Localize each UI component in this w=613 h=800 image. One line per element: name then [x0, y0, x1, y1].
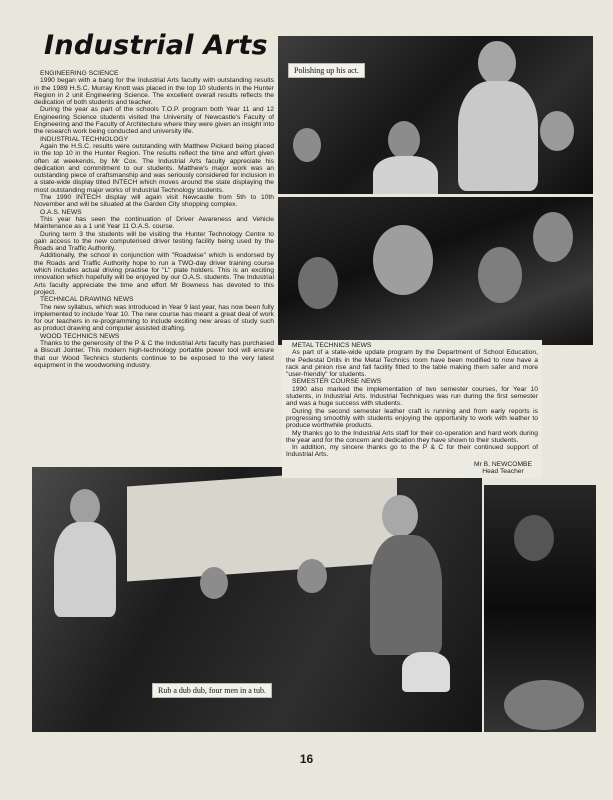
article-right-block [282, 340, 542, 478]
paragraph: This year has seen the continuation of Driver Awareness and Vehicle Maintenance as a 1 unit Year 11 O.A.S. course. [34, 215, 274, 231]
paragraph: Additionally, the school in conjunction with "Roadwise" which is endorsed by the Roads and Traffic Authority hope to run a TWO-day driver training course which includes actual driving practise for "L" plate holders. This is an exciting innovation which hopefully will be enjoyed by our O.A.S. students. The Industrial Arts faculty appreciate the time and effort Mr Bowness has devoted to this project. [34, 252, 274, 296]
paragraph: 1990 also marked the implementation of two semester courses, for Year 10 students, in Industrial Arts. Industrial Techniques was run during the first semester and was a huge success with students. [286, 385, 538, 408]
paragraph: In addition, my sincere thanks go to the P & C for their continued support of Industrial Arts. [286, 444, 538, 459]
heading-oas-news: O.A.S. NEWS [40, 208, 82, 216]
heading-engineering: ENGINEERING SCIENCE [40, 70, 119, 77]
heading-wood-technics: WOOD TECHNICS NEWS [40, 332, 120, 340]
article-left-column [34, 70, 274, 369]
paragraph: During the year as part of the schools T.O.P. program both Year 11 and 12 Engineering Science students visited the University of Newcastle's Faculty of Engineering and the Faculty of Architecture where they were given an insight into the research work being conducted and university life. [34, 106, 274, 136]
photo-caption-bottom: Rub a dub dub, four men in a tub. [152, 683, 272, 698]
page-title: Industrial Arts [44, 30, 268, 61]
photo-students [278, 197, 593, 345]
signature-block [286, 461, 538, 476]
paragraph: The 1990 INTECH display will again visit Newcastle from 5th to 10th November and will be situated at the Garden City shopping complex. [34, 194, 274, 209]
paragraph: During the second semester leather craft is running and from early reports is progressing smoothly with students enjoying the opportunity to work with leather to produce worthwhile products. [286, 407, 538, 430]
page-number: 16 [299, 752, 314, 766]
heading-metal-technics: METAL TECHNICS NEWS [292, 342, 372, 349]
paragraph: As part of a state-wide update program by the Department of School Education, the Pedestal Drills in the Metal Technics room have been modified to now have a rack and pinion rise and fall facility fitted to the table making them safer and more "user-friendly" for students. [286, 349, 538, 379]
paragraph: Thanks to the generosity of the P & C the Industrial Arts faculty has purchased a Biscuit Jointer. This modern high-technology portable power tool will ensure that our Wood Technics students continue to be exposed to the very latest equipment in the woodworking industry. [34, 339, 274, 369]
heading-industrial-technology: INDUSTRIAL TECHNOLOGY [40, 135, 129, 143]
paragraph: My thanks go to the Industrial Arts staff for their co-operation and hard work during the year and for the concern and dedication they have shown to their students. [286, 429, 538, 444]
sail-shape [127, 468, 397, 582]
paragraph: 1990 began with a bang for the Industrial Arts faculty with outstanding results in the 1989 H.S.C. Murray Knott was placed in the top 10 students in the Hunter Region in 2 unit Engineering Science. The excellent overall results reflects the dedication of both students and teacher. [34, 77, 274, 107]
photo-workshop [484, 485, 596, 732]
heading-technical-drawing: TECHNICAL DRAWING NEWS [40, 296, 134, 304]
photo-polishing [278, 36, 593, 194]
paragraph: The new syllabus, which was introduced in Year 9 last year, has now been fully implemented to include Year 10. The new course has meant a great deal of work for our teachers in re-programming to include exciting new areas of study such as product drawing and computer assisted drafting. [34, 303, 274, 333]
paragraph: Again the H.S.C. results were outstanding with Matthew Pickard being placed in the top 10 in the Hunter Region. The results reflect the time and effort given often at weekends, by Mr Cox. The Industrial Arts faculty appreciate his dedication and commitment to our students. Matthew's major work was an outstanding piece of craftsmanship and was seriously considered for inclusion in a state-wide display titled INTECH which moves around the state displaying the most outstanding major works of Industrial Technology students. [34, 142, 274, 194]
paragraph: During term 3 the students will be visiting the Hunter Technology Centre to gain access to the new computerised driver testing facility being used by the Roads and Traffic Authority. [34, 230, 274, 253]
signature-name: Mr B. NEWCOMBE [474, 460, 532, 468]
photo-caption-top: Polishing up his act. [288, 63, 365, 78]
signature-role: Head Teacher [482, 468, 524, 476]
heading-semester-course: SEMESTER COURSE NEWS [292, 378, 382, 386]
